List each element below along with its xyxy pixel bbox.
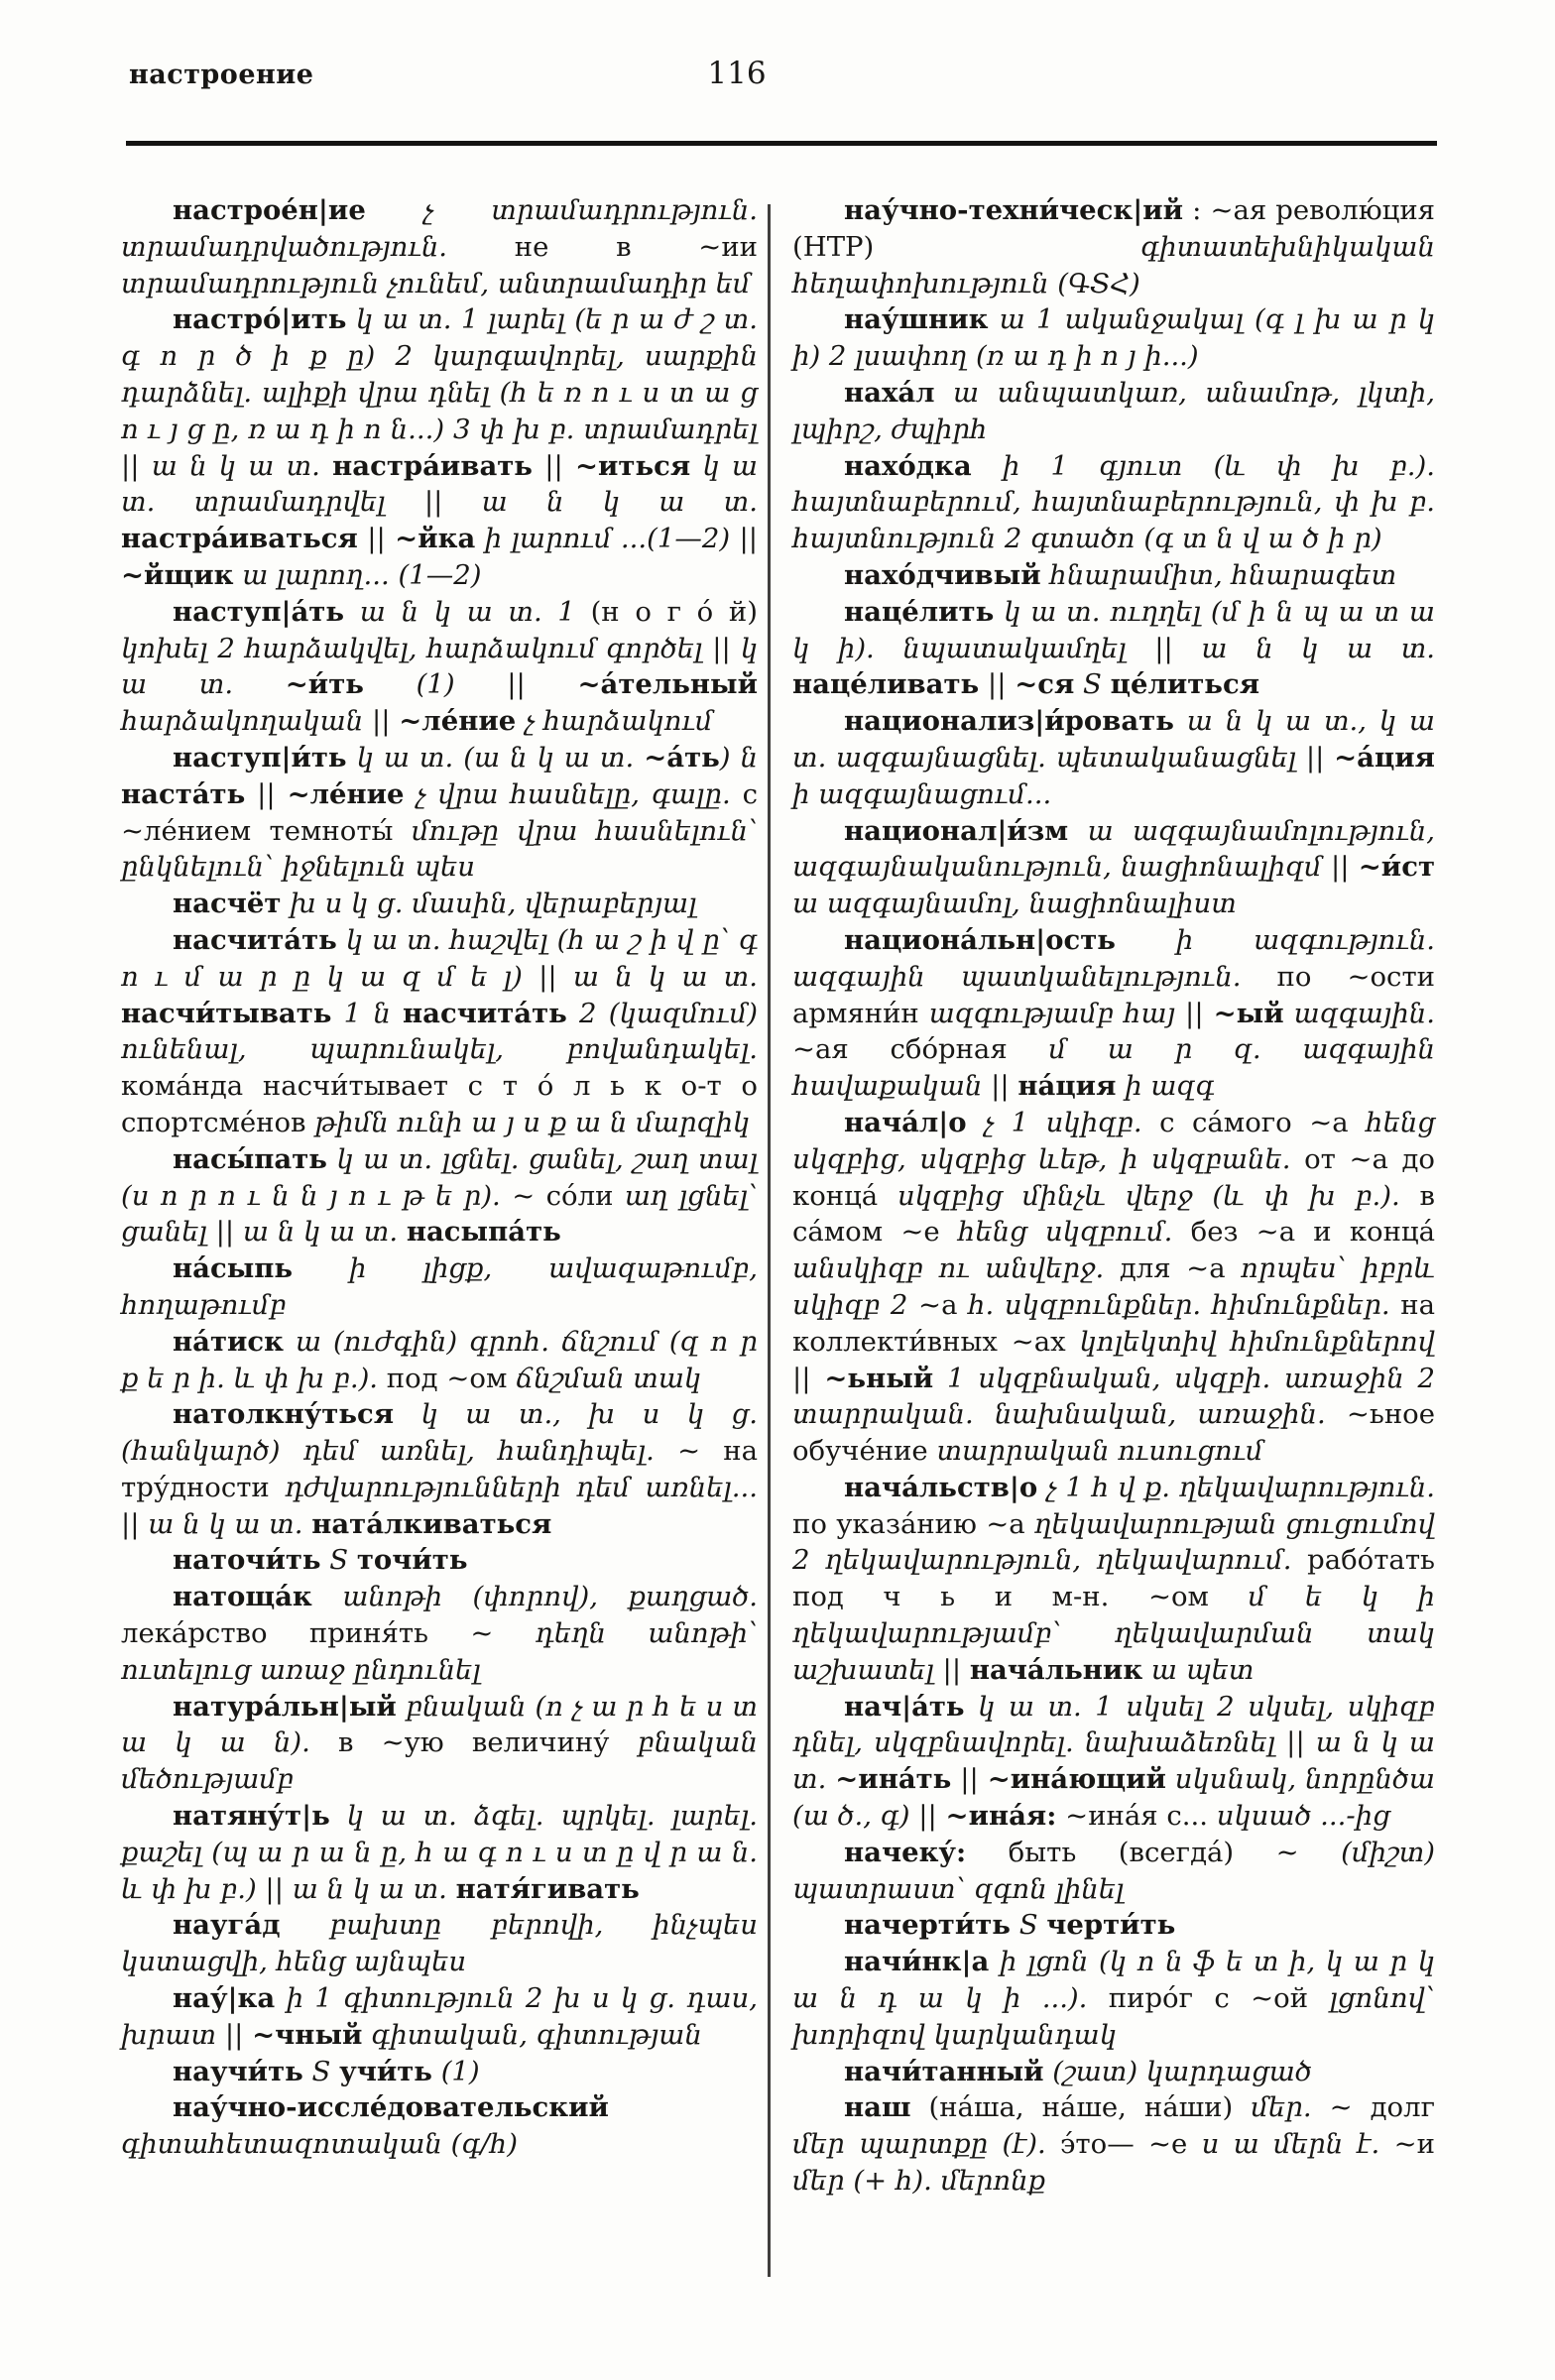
headword: наступ|а́ть	[173, 595, 344, 628]
armenian-translation: անոթի (փորով), քաղցած.	[311, 1581, 758, 1613]
armenian-translation: չ վրա հասնելը, գալը.	[404, 777, 743, 810]
armenian-translation: ա (ուժգին) գրոհ. ճնշում (զ ո ր ք ե ր ի. և փ խ բ.).	[121, 1325, 758, 1394]
headword: насыпа́ть	[406, 1216, 561, 1249]
headword: насчи́тывать	[121, 997, 332, 1029]
dictionary-entry	[121, 1907, 758, 1980]
armenian-translation: բնական (ո չ ա ր հ ե ս տ ա կ ա ն).	[121, 1690, 758, 1759]
armenian-translation: տարրական ուսուցում	[936, 1435, 1263, 1468]
headword: начи́нк|а	[844, 1946, 990, 1978]
armenian-translation: ազգային.	[1283, 997, 1435, 1029]
headword: насчита́ть	[173, 923, 337, 956]
armenian-translation: (շատ) կարդացած	[1043, 2055, 1312, 2087]
headword: натя́гивать	[455, 1872, 640, 1905]
headword: начерти́ть	[844, 1909, 1011, 1942]
russian-example: с са́мого ~а	[1159, 1106, 1367, 1138]
armenian-translation: կ ա տ. տրամադրվել || ա ն կ ա տ.	[121, 449, 759, 519]
armenian-translation: ա լարող... (1—2)	[233, 558, 482, 591]
armenian-translation: չ տրամադրություն. տրամադրվածություն.	[121, 194, 758, 263]
dictionary-entry	[792, 2089, 1435, 2199]
headword: нахо́дка	[844, 449, 972, 482]
headword: настра́ивать	[332, 449, 533, 482]
armenian-translation: ի ազգ	[1116, 1070, 1215, 1103]
russian-example: в ~ую величину́	[337, 1726, 638, 1759]
armenian-translation: կ ա տ. ձգել. պրկել. լարել. քաշել (պ ա ր ա ն ը, հ ա գ ո ւ ս տ ը վ ր ա ն. և փ խ բ.) || ա ն կ ա տ.	[121, 1800, 758, 1905]
headword: ната́лкиваться	[311, 1507, 552, 1540]
armenian-translation: սկսած ...-ից	[1216, 1800, 1390, 1833]
russian-example: пиро́г с ~ой	[1108, 1982, 1330, 2015]
headword: насчёт	[173, 888, 282, 920]
armenian-translation: մ ե կ ի ղեկավարությամբ՝ ղեկավարման տակ աշխատել ||	[792, 1581, 1435, 1686]
page-number: 116	[707, 56, 767, 91]
russian-example: ~ина́я с...	[1056, 1800, 1217, 1833]
armenian-translation: ) ն	[719, 741, 759, 774]
headword: нач|а́ть	[844, 1690, 965, 1723]
headword: ~ле́ние	[287, 777, 405, 810]
dictionary-entry	[792, 557, 1435, 594]
armenian-translation: խ ս կ ց. մասին, վերաբերյալ	[281, 888, 697, 920]
headword: ~чный	[252, 2018, 363, 2051]
running-head-keyword: настроение	[129, 60, 314, 90]
russian-example: без ~а и конца́	[1190, 1216, 1435, 1249]
dictionary-entry	[121, 594, 758, 740]
armenian-translation: կ ա տ. հաշվել (հ ա շ ի վ ը՝ գ ո ւ մ ա ր ը կ ա զ մ ե լ) || ա ն կ ա տ.	[121, 923, 758, 993]
dictionary-entry	[792, 922, 1435, 1105]
column-divider-rule	[768, 204, 771, 2277]
armenian-translation: ի 1 գյուտ (և փ խ բ.). հայտնաբերում, հայտնաբերություն, փ խ բ. հայտնություն 2 գտածո (գ տ ն վ ա ծ ի ր)	[792, 449, 1435, 555]
dictionary-entry	[121, 2089, 758, 2163]
dictionary-entry	[121, 1980, 758, 2054]
headword: наце́лить	[844, 595, 995, 628]
armenian-translation: կոխել 2 հարձակվել, հարձակում գործել || կ ա տ.	[121, 632, 758, 701]
headword: ~ина́ющий	[987, 1763, 1166, 1796]
armenian-translation: ||	[357, 523, 396, 555]
armenian-translation: 1 ն	[331, 997, 404, 1029]
russian-example: ~и	[1393, 2128, 1435, 2161]
dictionary-entry	[792, 192, 1435, 301]
armenian-translation: (1) ||	[363, 668, 578, 701]
headword: ~ина́я:	[945, 1800, 1057, 1833]
armenian-translation: ղեկավարության ցուցումով 2 ղեկավարություն, ղեկավարում.	[792, 1507, 1435, 1577]
armenian-translation: 2 (կազմում) ունենալ, պարունակել, բովանդակել.	[121, 997, 758, 1066]
headword: учи́ть	[339, 2055, 432, 2087]
headword: нача́л|о	[844, 1106, 967, 1138]
headword: нау́|ка	[173, 1982, 276, 2015]
russian-example: рабо́тать под ч ь и м-н. ~ом	[792, 1544, 1435, 1613]
russian-example: в са́мом ~е	[792, 1179, 1435, 1249]
headword: нахо́дчивый	[844, 558, 1041, 591]
armenian-translation: (1)	[431, 2055, 480, 2087]
russian-example: ~ со́ли	[512, 1179, 625, 1212]
armenian-translation: մ ա ր զ. ազգային հավաքական ||	[792, 1033, 1435, 1103]
armenian-translation: S	[320, 1544, 357, 1577]
armenian-translation: ա ազգայնամոլ, նացիոնալիստ	[792, 888, 1237, 920]
armenian-translation: ա ն կ ա տ. 1	[344, 595, 591, 628]
armenian-translation: ա ն կ ա տ., կ ա տ. ազգայնացնել. պետականացնել ||	[792, 705, 1435, 774]
armenian-translation: S	[1074, 668, 1111, 701]
russian-example: ~а	[918, 1288, 969, 1321]
headword: на́тиск	[173, 1325, 284, 1358]
headword: натура́льн|ый	[173, 1690, 397, 1723]
right-column	[792, 192, 1435, 2200]
headword: натяну́т|ь	[173, 1800, 330, 1833]
headword: ~ина́ть	[835, 1763, 952, 1796]
dictionary-entry	[121, 1324, 758, 1397]
armenian-translation: S	[302, 2055, 340, 2087]
armenian-translation: հենց սկզբից, սկզբից ևեթ, ի սկզբանե.	[792, 1106, 1436, 1175]
russian-example: с ~ле́нием темноты́	[121, 777, 759, 847]
armenian-translation: հարձակողական ||	[121, 705, 400, 738]
russian-example: : ~ая револю́ция (НТР)	[792, 194, 1435, 263]
armenian-translation: գիտական, գիտության	[362, 2018, 702, 2051]
armenian-translation: չ 1 սկիզբ.	[966, 1106, 1160, 1138]
armenian-translation: հնարամիտ, հնարագետ	[1040, 558, 1397, 591]
armenian-translation: կ ա տ. լցնել. ցանել, շաղ տալ (ս ո ր ո ւ ն ն յ ո ւ թ ե ր).	[121, 1142, 758, 1212]
dictionary-entry	[121, 1141, 758, 1250]
headword: ~ый	[1213, 997, 1284, 1029]
dictionary-entry	[121, 1250, 758, 1324]
russian-example: ~ьное обуче́ние	[792, 1398, 1435, 1468]
armenian-translation: ի ազգայնացում...	[792, 777, 1052, 810]
armenian-translation: (միշտ) պատրաստ՝ զգոն լինել	[792, 1836, 1435, 1905]
dictionary-entry	[792, 1835, 1435, 1908]
armenian-translation: մութը վրա հասնելուն՝ ընկնելուն՝ իջնելուն պես	[121, 814, 758, 884]
russian-example: ~ая сбо́рная	[792, 1033, 1049, 1066]
headword: наце́ливать	[792, 668, 980, 701]
headword: наточи́ть	[173, 1544, 321, 1577]
armenian-translation: ||	[951, 1763, 988, 1796]
russian-example: быть (всегда́) ~	[966, 1836, 1342, 1868]
headword: наш	[844, 2091, 911, 2124]
armenian-translation: ||	[979, 668, 1016, 701]
dictionary-entry	[121, 1689, 758, 1798]
header-rule	[126, 141, 1437, 146]
headword: наха́л	[844, 376, 935, 409]
russian-example: (на́ша, на́ше, на́ши)	[910, 2091, 1252, 2124]
headword: нау́чно-иссле́довательский	[173, 2091, 609, 2124]
dictionary-entry	[121, 192, 758, 301]
armenian-translation: 1 սկզբնական, սկզբի. առաջին 2 տարրական. նախնական, առաջին.	[792, 1362, 1435, 1431]
armenian-translation: դժվարությունների դեմ առնել... || ա ն կ ա տ.	[121, 1471, 758, 1540]
armenian-translation: կոլեկտիվ հիմունքներով ||	[792, 1325, 1436, 1394]
armenian-translation: որպես՝ իբրև սկիզբ 2	[792, 1252, 1436, 1321]
dictionary-entry	[121, 1798, 758, 1907]
armenian-translation: ա անպատկառ, անամոթ, լկտի, լպիրշ, ժպիրհ	[792, 376, 1435, 445]
dictionary-entry	[792, 1907, 1435, 1944]
headword: нау́шник	[844, 303, 989, 336]
headword: насы́пать	[173, 1142, 327, 1175]
armenian-translation: մեր (+ հ). մերոնք	[792, 2165, 1046, 2198]
headword: на́ция	[1017, 1070, 1117, 1103]
dictionary-entry	[792, 1689, 1435, 1835]
left-column	[121, 192, 758, 2163]
armenian-translation: ազգությամբ հայ ||	[928, 997, 1214, 1029]
armenian-translation: ի լարում ...(1—2) ||	[475, 523, 758, 555]
headword: наступ|и́ть	[173, 741, 347, 774]
dictionary-entry	[121, 1396, 758, 1542]
armenian-translation: հ. սկզբունքներ. հիմունքներ.	[968, 1288, 1401, 1321]
armenian-translation: կ ա տ. 1 սկսել 2 սկսել, սկիզբ դնել, սկզբնավորել. նախաձեռնել || ա ն կ ա տ.	[792, 1690, 1435, 1796]
headword: ~ся	[1015, 668, 1075, 701]
armenian-translation: գիտատեխնիկական հեղափոխություն (ԳՏՀ)	[792, 230, 1435, 299]
headword: наста́ть	[121, 777, 246, 810]
russian-example: кома́нда насчи́тывает с т о́ л ь к о-т о спортсме́нов	[121, 1070, 758, 1138]
dictionary-entry	[792, 703, 1435, 812]
dictionary-entry	[792, 813, 1435, 922]
russian-example: э́то— ~е	[1060, 2128, 1202, 2161]
russian-example: для ~а	[1119, 1252, 1242, 1285]
dictionary-entry	[121, 2054, 758, 2090]
headword: научи́ть	[173, 2055, 303, 2087]
armenian-translation: ճնշման տակ	[516, 1362, 702, 1394]
headword: национал|и́зм	[844, 814, 1069, 847]
headword: настрое́н|ие	[173, 194, 366, 226]
headword: на́сыпь	[173, 1252, 294, 1285]
headword: ~иться	[574, 449, 691, 482]
headword: ~а́тельный	[577, 668, 758, 701]
armenian-translation: ա 1 ականջակալ (գ լ խ ա ր կ ի) 2 լսափող (ռ ա դ ի ո յ ի...)	[792, 303, 1435, 373]
headword: настра́иваться	[121, 523, 358, 555]
headword: це́литься	[1110, 668, 1260, 701]
headword: ~а́ть	[644, 741, 720, 774]
headword: начи́танный	[844, 2055, 1044, 2087]
headword: национализ|и́ровать	[844, 705, 1174, 738]
dictionary-entry	[121, 740, 758, 886]
russian-example: от ~а до конца́	[792, 1142, 1435, 1212]
headword: ~ле́ние	[399, 705, 517, 738]
armenian-translation: տրամադրություն չունեմ, անտրամադիր եմ	[121, 267, 751, 299]
headword: начеку́:	[844, 1836, 967, 1868]
armenian-translation: ի 1 գիտություն 2 խ ս կ ց. դաս, խրատ ||	[121, 1982, 758, 2051]
armenian-translation: գիտահետազոտական (գ/հ)	[121, 2128, 518, 2161]
armenian-translation: ի լիցք, ավազաթումբ, հողաթումբ	[121, 1252, 758, 1321]
russian-example: ~ долг	[1329, 2091, 1435, 2124]
headword: точи́ть	[356, 1544, 468, 1577]
headword: настро́|ить	[173, 303, 347, 336]
russian-example: не в ~ии	[514, 230, 758, 263]
dictionary-entry	[121, 1579, 758, 1688]
armenian-translation: ս ա մերն է.	[1201, 2128, 1394, 2161]
headword: натоща́к	[173, 1581, 312, 1613]
headword: ~и́ст	[1358, 851, 1435, 884]
armenian-translation: սկսնակ, նորընծա (ա ծ., գ) ||	[792, 1763, 1435, 1833]
armenian-translation: չ 1 հ վ ք. ղեկավարություն.	[1037, 1471, 1435, 1503]
armenian-translation: ի լցոն (կ ո ն ֆ ե տ ի, կ ա ր կ ա ն դ ա կ ի ...).	[792, 1946, 1435, 2015]
armenian-translation: դեղն անոթի՝ ուտելուց առաջ ընդունել	[121, 1617, 758, 1686]
armenian-translation: կ ա տ. 1 լարել (ե ր ա ժ շ տ. գ ո ր ծ ի ք ը) 2 կարգավորել, սարքին դարձնել. ալիքի վրա դնել (հ ե ռ ո ւ ս տ ա ց ո ւ յ ց ը, ռ ա դ ի ո ն...) 3 փ խ բ. տրամադրել || ա ն կ ա տ.	[121, 303, 758, 482]
dictionary-entry	[792, 1105, 1435, 1470]
dictionary-entry	[121, 301, 758, 593]
armenian-translation: չ հարձակում	[516, 705, 713, 738]
armenian-translation: ա պետ	[1142, 1653, 1255, 1686]
dictionary-entry	[792, 1470, 1435, 1689]
dictionary-entry	[121, 1542, 758, 1579]
headword: ~йка	[395, 523, 476, 555]
headword: натолкну́ться	[173, 1398, 395, 1431]
armenian-translation: սկզբից մինչև վերջ (և փ խ բ.).	[897, 1179, 1420, 1212]
russian-example: лека́рство приня́ть ~	[121, 1617, 536, 1650]
dictionary-entry	[792, 448, 1435, 557]
armenian-translation: մեր.	[1251, 2091, 1330, 2124]
armenian-translation: հենց սկզբում.	[957, 1216, 1191, 1249]
armenian-translation: կ ա տ. ուղղել (մ ի ն պ ա տ ա կ ի). նպատակամղել || ա ն կ ա տ.	[792, 595, 1435, 664]
headword: черти́ть	[1046, 1909, 1176, 1942]
armenian-translation: ի ազգություն. ազգային պատկանելություն.	[792, 923, 1435, 993]
dictionary-entry	[792, 2054, 1435, 2090]
armenian-translation: կ ա տ., խ ս կ ց. (հանկարծ) դեմ առնել, հանդիպել.	[121, 1398, 758, 1468]
headword: нау́чно-техни́ческ|ий	[844, 194, 1184, 226]
headword: ~и́ть	[285, 668, 364, 701]
armenian-translation: S	[1010, 1909, 1047, 1942]
armenian-translation: անսկիզբ ու անվերջ.	[792, 1252, 1120, 1285]
armenian-translation: ||	[532, 449, 575, 482]
headword: нача́льник	[969, 1653, 1143, 1686]
armenian-translation: բախտը բերովի, ինչպես կստացվի, հենց այնպես	[121, 1909, 758, 1978]
armenian-translation: լցոնով՝ խորիզով կարկանդակ	[792, 1982, 1435, 2051]
armenian-translation: թիմն ունի ա յ ս ք ա ն մարզիկ	[314, 1106, 751, 1138]
armenian-translation: բնական մեծությամբ	[121, 1726, 758, 1796]
armenian-translation: ա ազգայնամոլություն, ազգայնականություն, նացիոնալիզմ ||	[792, 814, 1435, 884]
headword: насчита́ть	[403, 997, 567, 1029]
headword: науга́д	[173, 1909, 281, 1942]
armenian-translation: կ ա տ. (ա ն կ ա տ.	[346, 741, 645, 774]
armenian-translation: աղ լցնել՝ ցանել || ա ն կ ա տ.	[121, 1179, 758, 1249]
headword: ~йщик	[121, 558, 234, 591]
russian-example: по указа́нию ~а	[792, 1507, 1034, 1540]
dictionary-entry	[792, 1944, 1435, 2053]
russian-example: ~ на тру́дности	[121, 1435, 758, 1503]
dictionary-entry	[121, 886, 758, 922]
headword: ~а́ция	[1334, 741, 1435, 774]
headword: национа́льн|ость	[844, 923, 1116, 956]
russian-example: (н о г о́ й)	[590, 595, 758, 628]
dictionary-entry	[792, 375, 1435, 448]
russian-example: под ~ом	[386, 1362, 517, 1394]
russian-example: по ~ости армяни́н	[792, 960, 1435, 1029]
armenian-translation: ||	[245, 777, 288, 810]
headword: ~ьный	[824, 1362, 934, 1394]
headword: нача́льств|о	[844, 1471, 1038, 1503]
dictionary-entry	[792, 594, 1435, 703]
dictionary-entry	[121, 922, 758, 1141]
russian-example: на коллекти́вных ~ах	[792, 1288, 1435, 1358]
dictionary-entry	[792, 301, 1435, 375]
armenian-translation: մեր պարտքը (է).	[792, 2128, 1061, 2161]
